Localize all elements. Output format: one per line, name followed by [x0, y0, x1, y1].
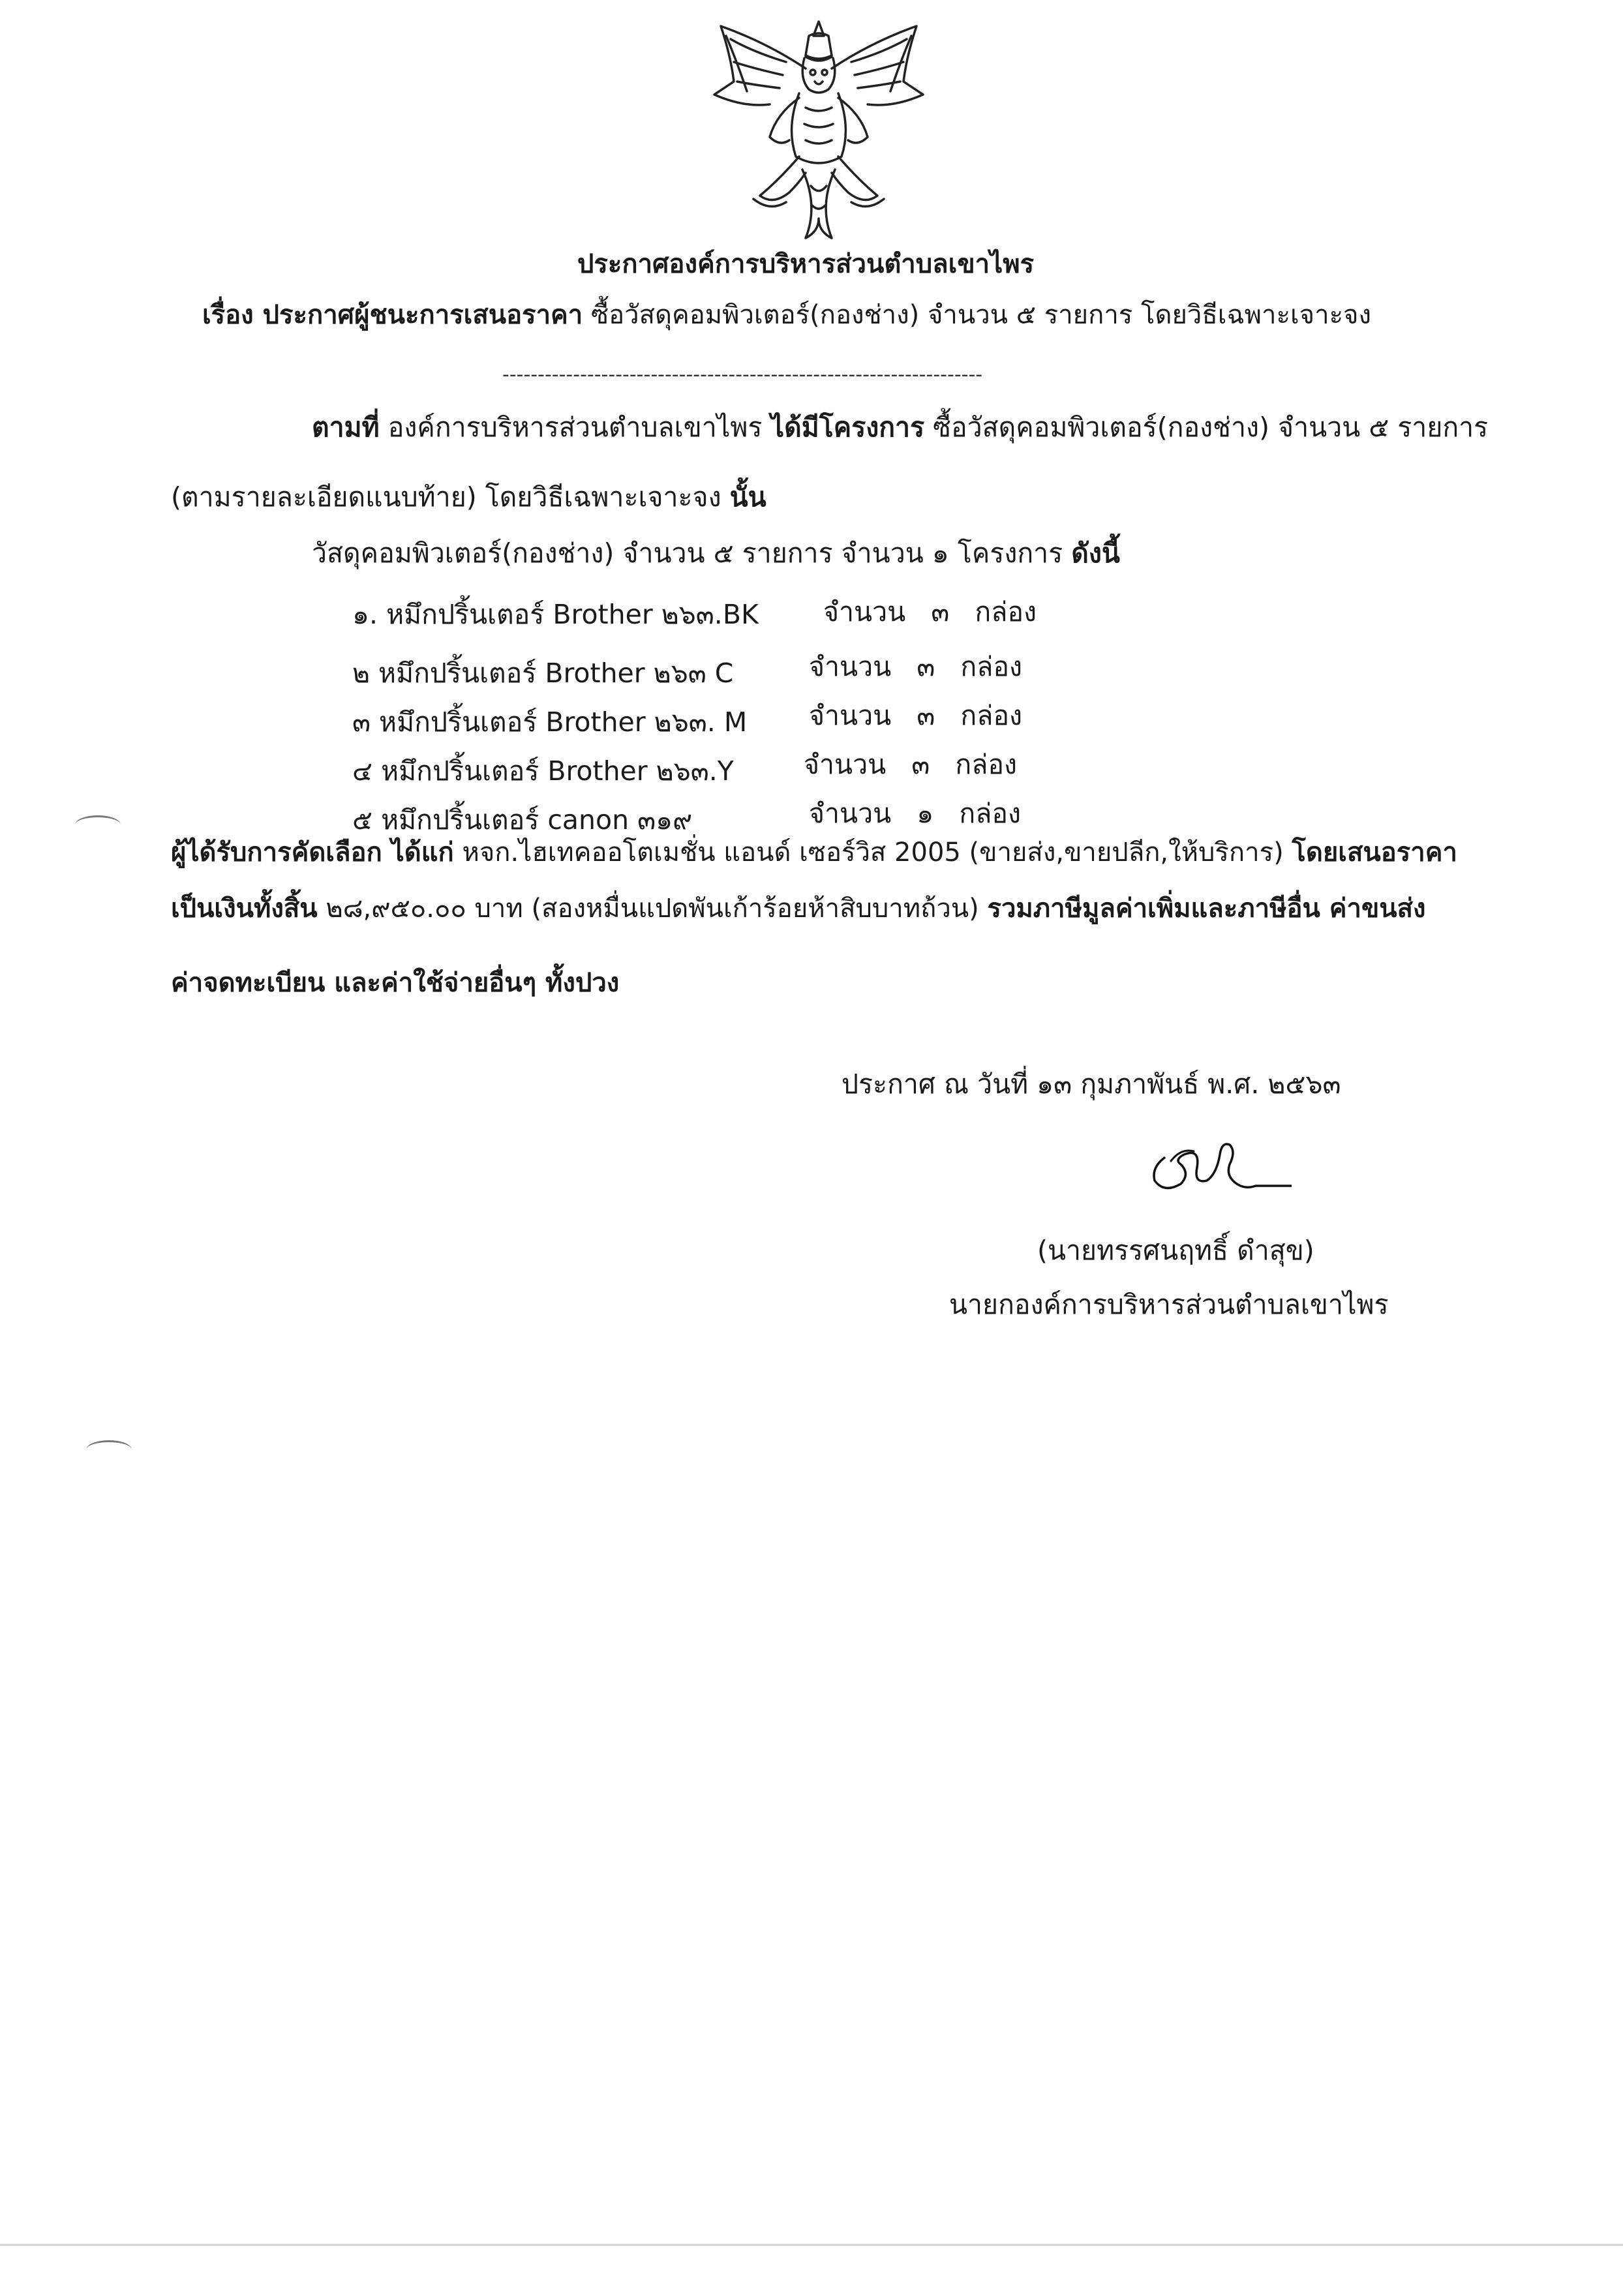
signature [1145, 1128, 1292, 1200]
subject-text: ซื้อวัสดุคอมพิวเตอร์(กองช่าง) จำนวน ๕ รายการ โดยวิธีเฉพาะเจาะจง [590, 300, 1372, 330]
list-item [352, 657, 734, 689]
intro-line2-text: (ตามรายละเอียดแนบท้าย) โดยวิธีเฉพาะเจาะจง [171, 481, 721, 513]
item-qty: จำนวน ๓ กล่อง [804, 749, 1017, 780]
winner-label: ผู้ได้รับการคัดเลือก ได้แก่ [171, 838, 454, 868]
intro-lead: ตามที่ [312, 412, 380, 443]
item-qty: จำนวน ๓ กล่อง [823, 596, 1037, 627]
summary-end: ดังนี้ [1071, 537, 1120, 569]
intro-has-project: ได้มีโครงการ [770, 412, 925, 443]
winner-line-1 [171, 839, 1457, 866]
winner-line-3: ค่าจดทะเบียน และค่าใช้จ่ายอื่นๆ ทั้งปวง [171, 968, 620, 998]
intro-line-2 [171, 481, 766, 513]
item-name: ๒ หมึกปริ้นเตอร์ Brother ๒๖๓ C [352, 657, 734, 689]
list-item [352, 706, 748, 738]
list-item [352, 601, 759, 628]
winner-amount: ๒๘,๙๕๐.๐๐ บาท (สองหมื่นแปดพันเก้าร้อยห้าสิบบาทถ้วน) [326, 894, 979, 924]
item-name: ๕ หมึกปริ้นเตอร์ canon ๓๑๙ [352, 804, 693, 836]
intro-line-1 [312, 414, 1488, 441]
signer-title: นายกองค์การบริหารส่วนตำบลเขาไพร [949, 1289, 1389, 1320]
page-edge-line [0, 2244, 1623, 2246]
list-item [352, 804, 693, 836]
winner-offer-label: โดยเสนอราคา [1292, 838, 1457, 868]
item-qty: จำนวน ๓ กล่อง [809, 700, 1022, 731]
item-name: ๑. หมึกปริ้นเตอร์ Brother ๒๖๓.BK [352, 599, 759, 630]
separator: -------------------------------------------------------------------- [502, 363, 983, 386]
list-item [352, 755, 734, 787]
intro-org: องค์การบริหารส่วนตำบลเขาไพร [387, 412, 763, 443]
winner-total-label: เป็นเงินทั้งสิ้น [171, 894, 318, 924]
announce-date: ประกาศ ณ วันที่ ๑๓ กุมภาพันธ์ พ.ศ. ๒๕๖๓ [842, 1068, 1341, 1100]
intro-line2-end: นั้น [729, 481, 766, 513]
signer-name: (นายทรรศนฤทธิ์ ดำสุข) [1037, 1235, 1314, 1266]
winner-name: หจก.ไฮเทคออโตเมชั่น แอนด์ เซอร์วิส 2005 (ขายส่ง,ขายปลีก,ให้บริการ) [462, 838, 1284, 868]
item-name: ๔ หมึกปริ้นเตอร์ Brother ๒๖๓.Y [352, 755, 734, 787]
summary-line [312, 537, 1120, 569]
intro-project: ซื้อวัสดุคอมพิวเตอร์(กองช่าง) จำนวน ๕ รายการ [933, 412, 1489, 443]
winner-tax-note: รวมภาษีมูลค่าเพิ่มและภาษีอื่น ค่าขนส่ง [987, 894, 1426, 924]
garuda-emblem [708, 16, 930, 248]
subject-line [202, 302, 1371, 328]
subject-label: เรื่อง ประกาศผู้ชนะการเสนอราคา [202, 300, 583, 330]
item-qty: จำนวน ๑ กล่อง [809, 798, 1021, 829]
item-name: ๓ หมึกปริ้นเตอร์ Brother ๒๖๓. M [352, 706, 748, 738]
page-title: ประกาศองค์การบริหารส่วนตำบลเขาไพร [577, 249, 1035, 279]
punch-hole-mark [86, 1440, 132, 1459]
punch-hole-mark [75, 815, 121, 834]
winner-line-2 [171, 896, 1426, 922]
item-qty: จำนวน ๓ กล่อง [809, 651, 1022, 682]
summary-text: วัสดุคอมพิวเตอร์(กองช่าง) จำนวน ๕ รายการ จำนวน ๑ โครงการ [312, 537, 1063, 569]
